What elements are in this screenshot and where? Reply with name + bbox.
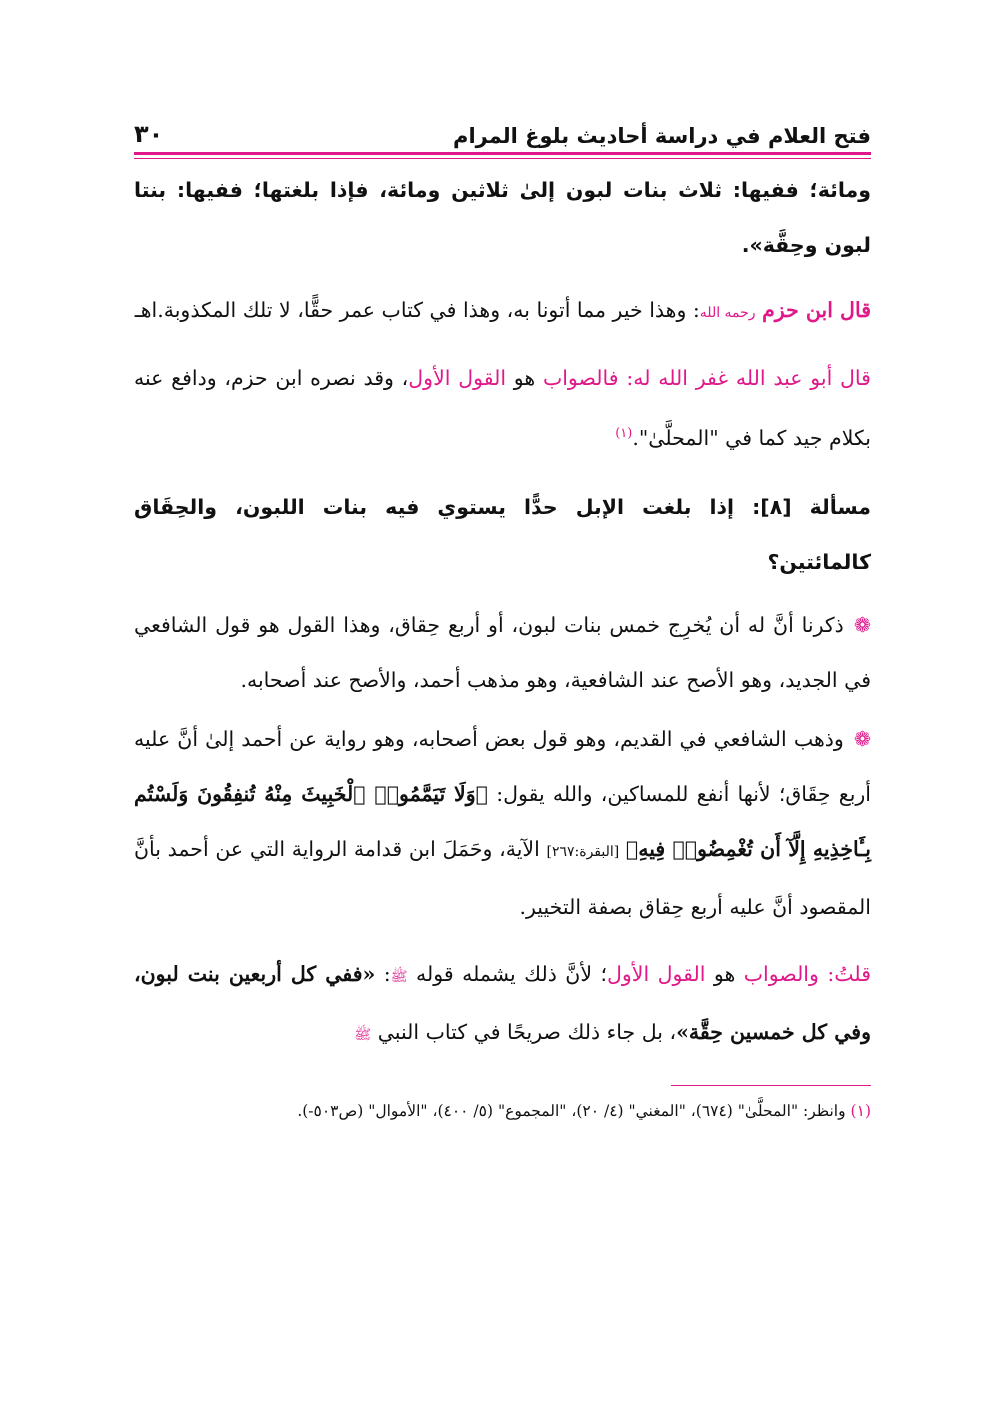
answer-mid: هو	[506, 366, 543, 390]
answer-prefix: والصواب	[743, 961, 819, 986]
footnote-text: وانظر: "المحلَّىٰ" (٦٧٤)، "المغني" (٤/ ٢٠)، "المجموع" (٥/ ٤٠٠)، "الأموال" (ص٥٠٣-).	[297, 1102, 846, 1121]
paragraph-7-text-a: ؛ لأنَّ ذلك يشمله قوله	[407, 961, 607, 986]
issue-title: إذا بلغت الإبل حدًّا يستوي فيه بنات اللبون، والحِقَاق كالمائتين؟	[134, 494, 871, 574]
quran-verse: ﴿وَلَا تَيَمَّمُوا۟ ٱلْخَبِيثَ مِنْهُ تُنفِقُونَ وَلَسْتُم بِـَٔاخِذِيهِ إِلَّآ أَن تُغْمِضُوا۟ فِيهِ﴾	[134, 781, 871, 861]
book-title: فتح العلام في دراسة أحاديث بلوغ المرام	[453, 124, 871, 148]
paragraph-3	[134, 351, 871, 466]
footnote	[134, 1098, 871, 1124]
author-label: قلتُ:	[827, 961, 871, 986]
honorific: ﷺ	[390, 968, 408, 985]
answer-mid: هو	[705, 961, 744, 986]
hadith-quote: «ففي كل أربعين بنت لبون، وفي كل خمسين حِقَّة»	[134, 961, 871, 1044]
honorific: ﷺ	[354, 1026, 372, 1043]
flower-bullet-icon: ❁	[853, 612, 871, 637]
paragraph-4	[134, 480, 871, 590]
paragraph-6	[134, 712, 871, 935]
page-number: ٣٠	[134, 120, 164, 148]
honorific: رحمه الله	[699, 305, 756, 321]
page	[134, 110, 871, 1124]
paragraph-5-text: ذكرنا أنَّ له أن يُخرِج خمس بنات لبون، أو أربع حِقاق، وهذا القول هو قول الشافعي في الجديد، وهو الأصح عند الشافعية، وهو مذهب أحمد، والأصح عند أصحابه.	[134, 612, 871, 692]
page-header	[134, 110, 871, 148]
paragraph-7	[134, 947, 871, 1063]
paragraph-2-text: : وهذا خير مما أتونا به، وهذا في كتاب عمر حقًّا، لا تلك المكذوبة.اهـ	[134, 298, 700, 322]
footnote-ref[interactable]: (١)	[615, 426, 633, 441]
footnote-rule	[671, 1085, 871, 1087]
paragraph-1-text: ومائة؛ ففيها: ثلاث بنات لبون إلىٰ ثلاثين ومائة، فإذا بلغتها؛ ففيها: بنتا لبون وحِقَّة».	[134, 178, 871, 257]
paragraph-3-text: ، وقد نصره ابن حزم، ودافع عنه بكلام جيد كما في "المحلَّىٰ".	[134, 366, 871, 450]
paragraph-5	[134, 598, 871, 708]
paragraph-7-text-c: ، بل جاء ذلك صريحًا في كتاب النبي	[371, 1019, 677, 1044]
paragraph-1	[134, 163, 871, 273]
author-label: قال أبو عبد الله غفر الله له:	[626, 366, 871, 390]
quran-reference: [البقرة:٢٦٧]	[546, 843, 620, 860]
flower-bullet-icon: ❁	[853, 726, 871, 751]
issue-label: مسألة [٨]:	[752, 494, 872, 519]
answer-text: القول الأول	[606, 961, 706, 986]
header-rule-thin	[134, 158, 871, 159]
footnote-mark: (١)	[850, 1102, 871, 1121]
header-rule-thick	[134, 152, 871, 155]
paragraph-2	[134, 283, 871, 341]
speaker-label: قال ابن حزم	[762, 298, 871, 322]
paragraph-6-text-b: الآية، وحَمَلَ ابن قدامة الرواية التي عن أحمد بأنَّ المقصود أنَّ عليه أربع حِقاق بصفة التخيير.	[134, 836, 871, 919]
answer-prefix: فالصواب	[542, 366, 619, 390]
answer-text: القول الأول	[408, 366, 507, 390]
paragraph-7-text-b: :	[375, 961, 391, 986]
paragraph-6-text-a: وذهب الشافعي في القديم، وهو قول بعض أصحابه، وهو رواية عن أحمد إلىٰ أنَّ عليه أربع حِقَاق؛ لأنها أنفع للمساكين، والله يقول:	[134, 726, 872, 806]
